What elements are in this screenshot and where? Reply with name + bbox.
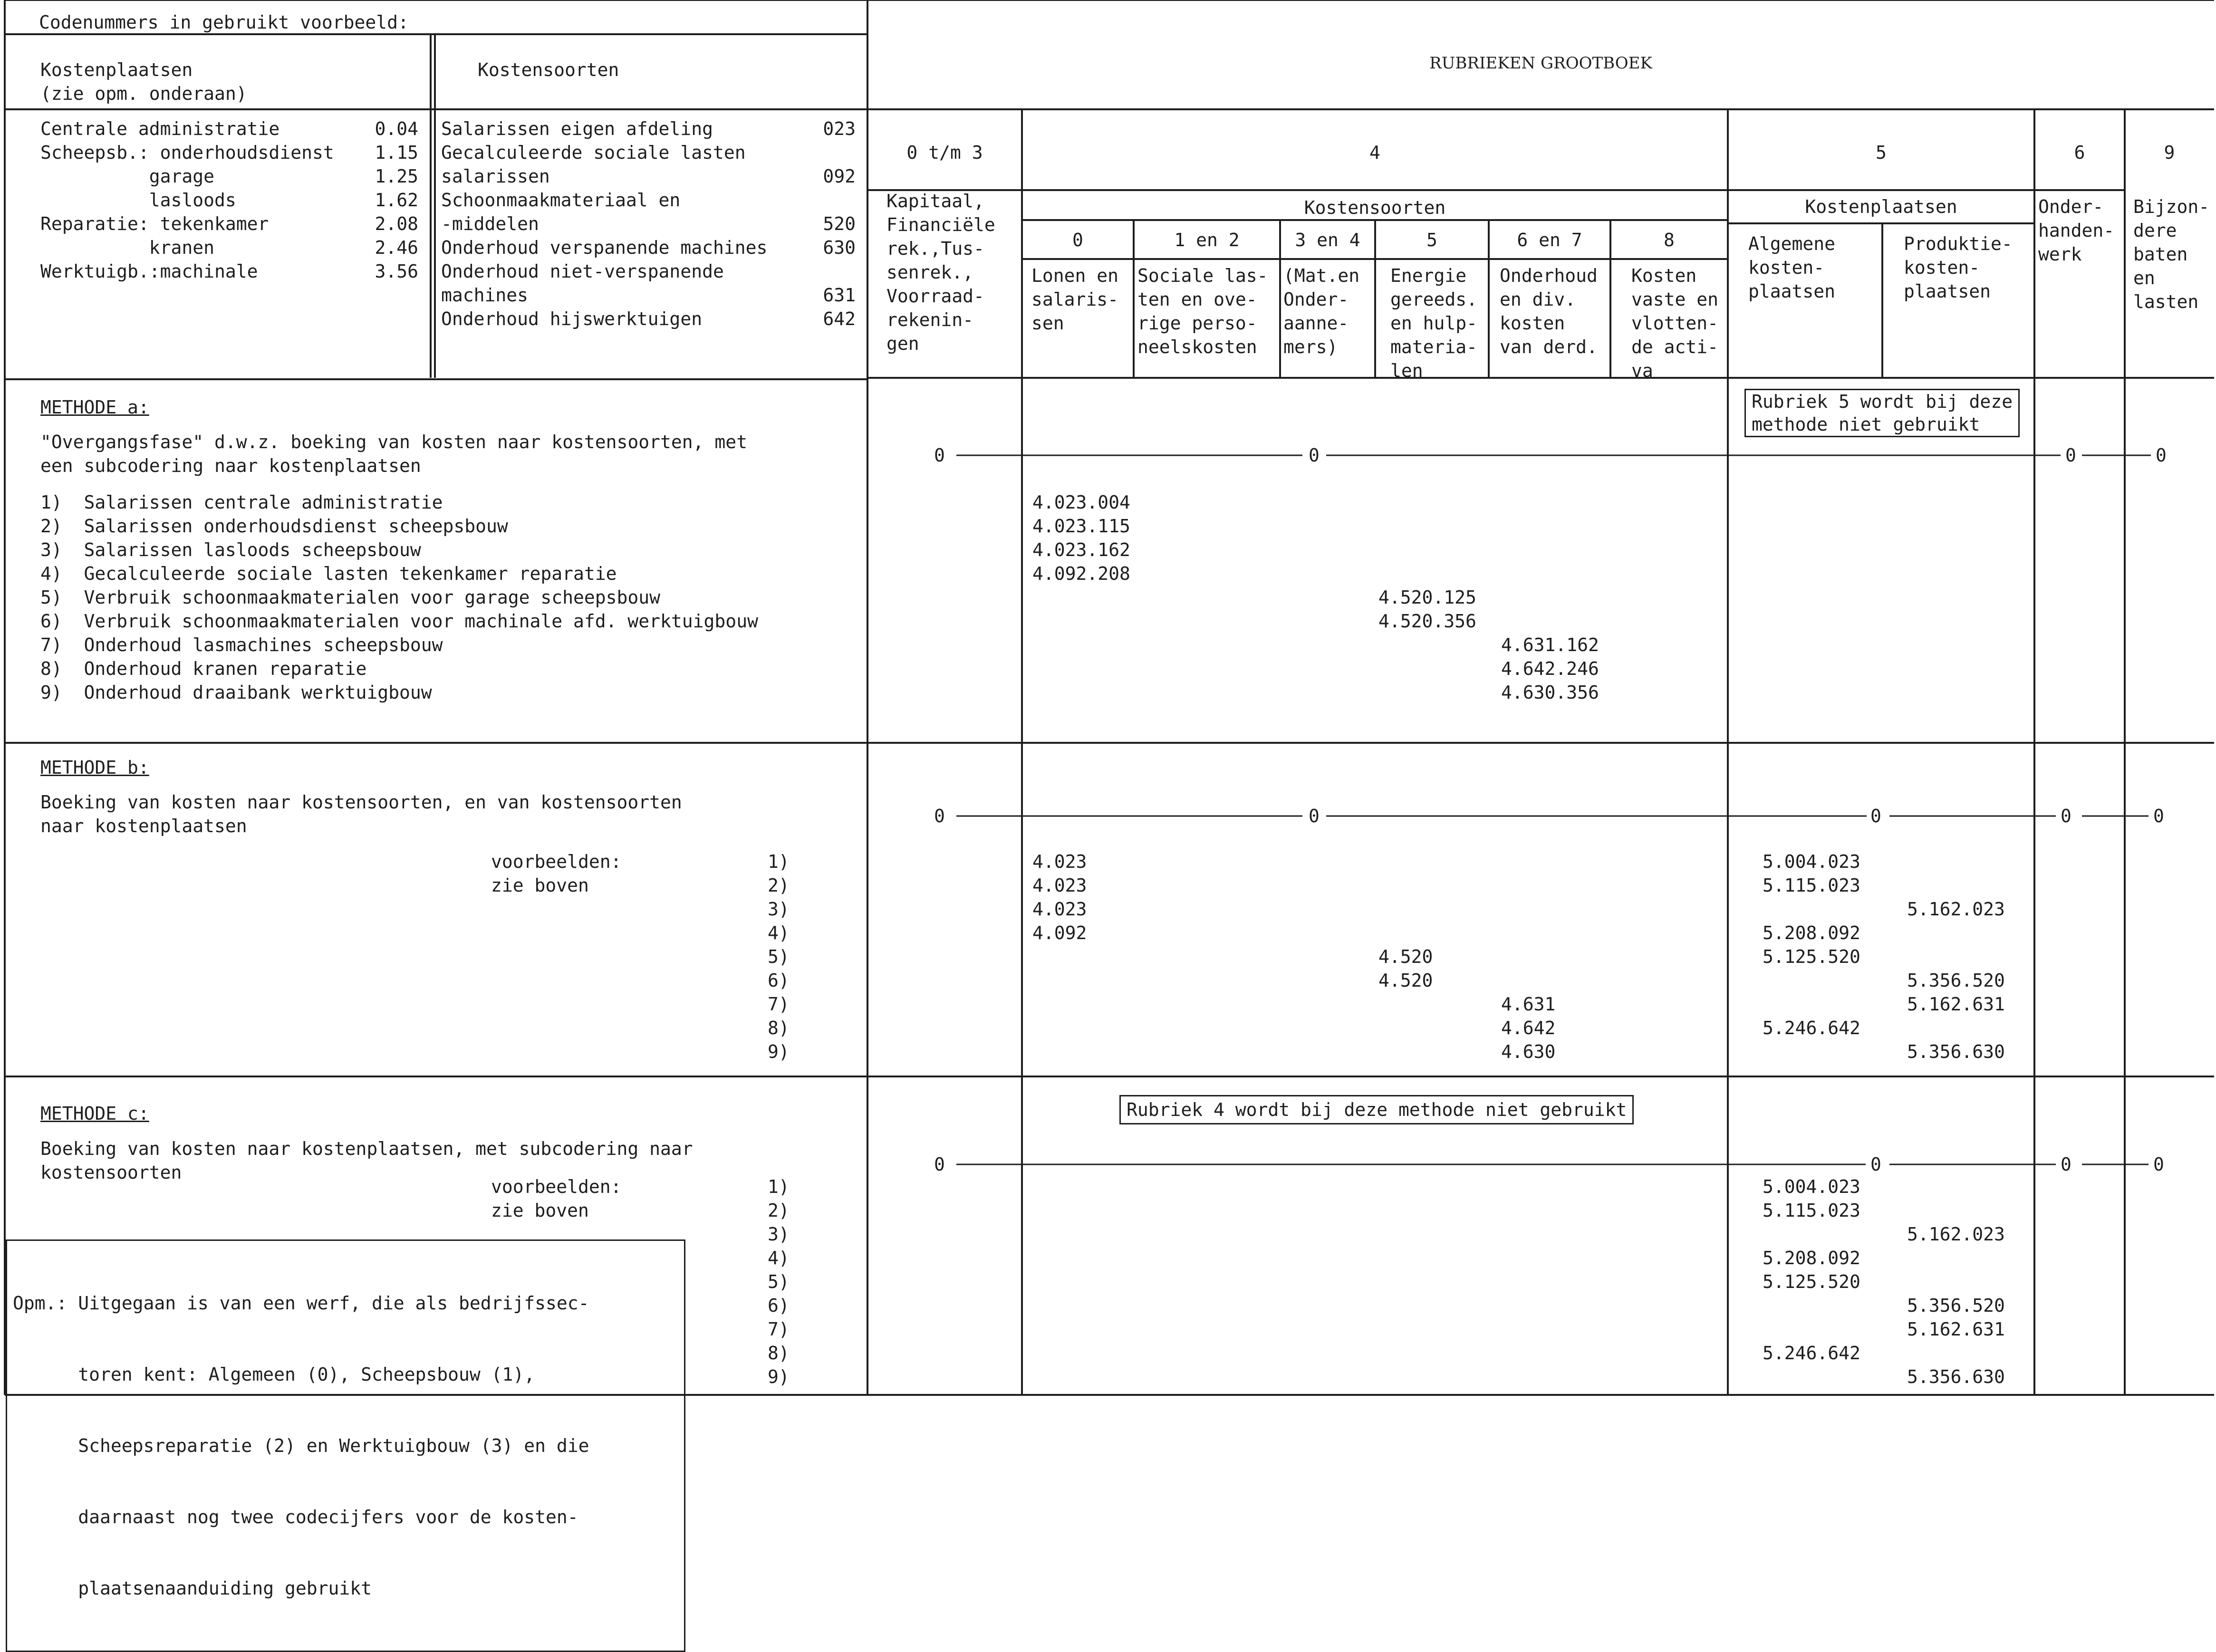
desc-line: voorbeelden: — [491, 851, 622, 872]
desc-line: kostensoorten — [40, 1162, 182, 1183]
sub-desc-lonen — [1031, 264, 1118, 335]
methode-a-energie — [1378, 586, 1476, 633]
remark-line: toren kent: Algemeen (0), Scheepsbouw (1), — [13, 1364, 535, 1385]
sub-desc-onderhoud — [1500, 264, 1598, 359]
booking-code: 4.642 — [1501, 1018, 1556, 1038]
col-9-desc — [2133, 195, 2209, 314]
kp-label: Werktuigb.:machinale — [40, 261, 258, 282]
desc-line: van derd. — [1500, 336, 1598, 357]
item-number: 3) — [768, 1224, 790, 1245]
desc-line: Energie — [1390, 265, 1467, 286]
booking-code — [1907, 1199, 2005, 1222]
col-5-head: 5 — [1876, 142, 1887, 163]
desc-line: naar kostenplaatsen — [40, 816, 247, 836]
desc-line: Financiële — [886, 214, 995, 235]
item-number: 2) — [768, 875, 790, 896]
flow-node: 0 — [1309, 806, 1320, 826]
codes-title: Codenummers in gebruikt voorbeeld: — [39, 12, 409, 33]
flow-node: 0 — [1870, 806, 1881, 826]
flow-node: 0 — [2153, 1154, 2164, 1175]
desc-line: aanne- — [1283, 313, 1349, 334]
list-item: 6) Verbruik schoonmaakmaterialen voor machinale afd. werktuigbouw — [40, 611, 758, 632]
flow-node: 0 — [2061, 1154, 2071, 1175]
item-number: 8) — [768, 1343, 790, 1364]
booking-code: 4.092 — [1032, 922, 1087, 943]
remark-line: daarnaast nog twee codecijfers voor de kosten- — [13, 1507, 578, 1527]
kp-label: garage — [40, 166, 215, 187]
ks-code: 092 — [823, 166, 856, 187]
ks-label: machines — [441, 285, 529, 306]
desc-line: Boeking van kosten naar kostenplaatsen, met subcodering naar — [40, 1138, 693, 1159]
desc-line: Bijzon- — [2133, 196, 2210, 217]
booking-code: 5.115.023 — [1763, 1200, 1860, 1221]
methode-b-energie — [1378, 945, 1433, 992]
item-number: 9) — [768, 1366, 790, 1387]
ks-label: Onderhoud hijswerktuigen — [441, 308, 703, 329]
booking-code — [1907, 1175, 2005, 1199]
kostensoorten-group-head: Kostensoorten — [1304, 197, 1446, 218]
kostensoorten-header: Kostensoorten — [478, 59, 619, 80]
desc-line: Voorraad- — [886, 286, 984, 307]
desc-line: gen — [886, 333, 919, 354]
desc-line: mers) — [1283, 336, 1338, 357]
desc-line: rekenin- — [886, 309, 974, 330]
desc-line: dere — [2133, 220, 2177, 241]
item-number: 6) — [768, 970, 790, 991]
booking-code: 4.023 — [1032, 851, 1087, 872]
note-line: Rubriek 5 wordt bij deze — [1752, 391, 2013, 412]
kp-code: 2.08 — [375, 213, 418, 234]
desc-line: senrek., — [886, 262, 974, 283]
desc-line: neelskosten — [1137, 336, 1257, 357]
booking-code: 4.023 — [1032, 899, 1087, 920]
sub-desc-energie — [1390, 264, 1477, 383]
sub-head-3-4: 3 en 4 — [1295, 230, 1360, 250]
booking-code — [1763, 1294, 1860, 1317]
booking-code: 4.520.356 — [1378, 611, 1476, 632]
desc-line: Onder- — [1283, 289, 1349, 310]
rubriek-5-note — [1744, 389, 2020, 437]
col-0-3-desc — [886, 189, 995, 355]
item-number: 5) — [768, 1271, 790, 1292]
item-number: 6) — [768, 1295, 790, 1316]
booking-code: 4.023.115 — [1032, 516, 1130, 537]
kostenplaatsen-codes — [361, 117, 418, 283]
flow-node: 0 — [2061, 806, 2071, 826]
desc-line: materia- — [1390, 336, 1478, 357]
kp-code: 1.15 — [375, 142, 418, 163]
kp-label: Scheepsb.: onderhoudsdienst — [40, 142, 334, 163]
kp-code: 1.62 — [375, 190, 418, 211]
methode-b-title: METHODE b: — [40, 757, 149, 778]
kp-code: 2.46 — [375, 237, 418, 258]
desc-line: Kosten — [1631, 265, 1697, 286]
booking-code: 5.125.520 — [1763, 1271, 1860, 1292]
col-6-head: 6 — [2074, 142, 2085, 163]
methode-b-algemene — [1763, 850, 1860, 1064]
booking-code: 4.630.356 — [1501, 682, 1599, 703]
list-item: 1) Salarissen centrale administratie — [40, 492, 443, 513]
booking-code: 5.125.520 — [1763, 946, 1860, 967]
desc-line: lasten — [2133, 291, 2199, 312]
ks-label: Onderhoud niet-verspanende — [441, 261, 724, 282]
desc-line: Algemene — [1748, 233, 1836, 254]
desc-line: kosten- — [1748, 257, 1825, 278]
item-number: 9) — [768, 1041, 790, 1062]
flow-node: 0 — [2065, 445, 2076, 466]
desc-line: de acti- — [1631, 336, 1719, 357]
methode-c-nums — [768, 1175, 790, 1389]
booking-code: 5.246.642 — [1763, 1343, 1860, 1364]
ks-code: 023 — [823, 118, 856, 139]
desc-line: handen- — [2038, 220, 2115, 241]
booking-code: 4.520.125 — [1378, 587, 1476, 608]
kp-code: 3.56 — [375, 261, 418, 282]
desc-line: zie boven — [491, 875, 589, 896]
flow-node: 0 — [2156, 445, 2167, 466]
desc-line: baten — [2133, 244, 2188, 265]
item-number: 4) — [768, 922, 790, 943]
sub-head-8: 8 — [1664, 230, 1675, 250]
desc-line: rige perso- — [1137, 313, 1257, 334]
remark-line: plaatsenaanduiding gebruikt — [13, 1578, 372, 1599]
desc-line: en hulp- — [1390, 313, 1478, 334]
booking-code: 4.631 — [1501, 994, 1556, 1015]
desc-line: kosten — [1500, 313, 1565, 334]
ks-label: Salarissen eigen afdeling — [441, 118, 713, 139]
booking-code: 5.162.023 — [1907, 1224, 2005, 1245]
booking-code — [1907, 1246, 2005, 1270]
booking-code: 4.631.162 — [1501, 634, 1599, 655]
desc-line: rek.,Tus- — [886, 238, 984, 259]
sub-head-5: 5 — [1426, 230, 1437, 250]
booking-code: 5.246.642 — [1763, 1018, 1860, 1038]
booking-code: 4.520 — [1378, 970, 1433, 991]
booking-code: 5.356.630 — [1907, 1041, 2005, 1062]
methode-c-voorbeelden — [491, 1175, 622, 1222]
desc-line: voorbeelden: — [491, 1176, 622, 1197]
item-number: 7) — [768, 1319, 790, 1340]
methode-a-items — [40, 490, 758, 704]
ks-label: Onderhoud verspanende machines — [441, 237, 768, 258]
desc-line: ten en ove- — [1137, 289, 1257, 310]
booking-code: 4.630 — [1501, 1041, 1556, 1062]
ks-label: Schoonmaakmateriaal en — [441, 190, 681, 211]
ks-code — [808, 141, 856, 164]
desc-line: vlotten- — [1631, 313, 1719, 334]
methode-a-onderhoud — [1501, 633, 1599, 704]
kp-label: Reparatie: tekenkamer — [40, 213, 269, 234]
kostenplaatsen-list — [40, 117, 334, 283]
booking-code: 5.162.023 — [1907, 899, 2005, 920]
sub-head-6-7: 6 en 7 — [1517, 230, 1582, 250]
methode-c-title: METHODE c: — [40, 1103, 149, 1124]
remark-line: Scheepsreparatie (2) en Werktuigbouw (3) en die — [13, 1435, 589, 1456]
desc-line: werk — [2038, 244, 2082, 265]
kp-code: 0.04 — [375, 118, 418, 139]
ks-code: 520 — [823, 213, 856, 234]
booking-code — [1907, 850, 2005, 874]
sub-head-1-2: 1 en 2 — [1174, 230, 1240, 250]
booking-code — [1763, 992, 1860, 1016]
kostensoorten-list — [441, 117, 767, 331]
col-9-head: 9 — [2164, 142, 2175, 163]
desc-line: va — [1631, 360, 1653, 381]
sub-desc-aannemers — [1283, 264, 1359, 359]
desc-line: Kapitaal, — [886, 191, 984, 211]
item-number: 5) — [768, 946, 790, 967]
kostensoorten-codes — [808, 117, 856, 331]
kp-label: lasloods — [40, 190, 236, 211]
col-4-head: 4 — [1369, 142, 1380, 163]
item-number: 1) — [768, 851, 790, 872]
booking-code — [1763, 1222, 1860, 1246]
booking-code: 5.356.520 — [1907, 1295, 2005, 1316]
kp-code: 1.25 — [375, 166, 418, 187]
kp-sub-produktie — [1904, 232, 2013, 303]
ks-label: -middelen — [441, 213, 539, 234]
booking-code — [1907, 874, 2005, 897]
desc-line: Produktie- — [1904, 233, 2013, 254]
methode-b-onderhoud — [1501, 992, 1555, 1064]
sub-head-0: 0 — [1072, 230, 1083, 250]
remark-line: Opm.: Uitgegaan is van een werf, die als bedrijfssec- — [13, 1293, 589, 1314]
list-item: 4) Gecalculeerde sociale lasten tekenkamer reparatie — [40, 563, 617, 584]
methode-b-lonen — [1032, 850, 1087, 945]
methode-b-nums — [768, 850, 790, 1064]
booking-code: 5.115.023 — [1763, 875, 1860, 896]
rubrieken-grootboek-title: RUBRIEKEN GROOTBOEK — [1429, 54, 1652, 73]
list-item: 2) Salarissen onderhoudsdienst scheepsbouw — [40, 516, 508, 537]
kostenplaatsen-header: Kostenplaatsen — [40, 59, 193, 80]
booking-code: 4.642.246 — [1501, 658, 1599, 679]
booking-code: 5.208.092 — [1763, 1248, 1860, 1268]
desc-line: Onderhoud — [1500, 265, 1598, 286]
booking-code — [1907, 945, 2005, 969]
booking-code: 4.023.004 — [1032, 492, 1130, 513]
list-item: 3) Salarissen lasloods scheepsbouw — [40, 539, 421, 560]
booking-code — [1763, 897, 1860, 921]
desc-line: een subcodering naar kostenplaatsen — [40, 455, 421, 476]
desc-line: "Overgangsfase" d.w.z. boeking van kosten naar kostensoorten, met — [40, 432, 748, 452]
col-0-3-head: 0 t/m 3 — [906, 142, 983, 163]
kostenplaatsen-subheader: (zie opm. onderaan) — [40, 83, 247, 104]
methode-c-algemene — [1763, 1175, 1860, 1389]
desc-line: vaste en — [1631, 289, 1719, 310]
ks-code: 631 — [823, 285, 856, 306]
list-item: 7) Onderhoud lasmachines scheepsbouw — [40, 634, 443, 655]
booking-code — [1763, 969, 1860, 992]
flow-node: 0 — [934, 1154, 945, 1175]
booking-code: 5.162.631 — [1907, 994, 2005, 1015]
methode-c-produktie — [1907, 1175, 2005, 1389]
methode-b-produktie — [1907, 850, 2005, 1064]
kp-label: kranen — [40, 237, 215, 258]
desc-line: Sociale las- — [1137, 265, 1268, 286]
booking-code — [1763, 1040, 1860, 1064]
booking-code: 5.208.092 — [1763, 922, 1860, 943]
sub-desc-activa — [1631, 264, 1718, 383]
desc-line: salaris- — [1031, 289, 1119, 310]
desc-line: kosten- — [1904, 257, 1980, 278]
booking-code: 5.356.630 — [1907, 1366, 2005, 1387]
desc-line: sen — [1031, 313, 1064, 334]
kostenplaatsen-group-head: Kostenplaatsen — [1805, 196, 1957, 217]
booking-code — [1907, 1341, 2005, 1365]
booking-code — [1907, 1016, 2005, 1040]
kp-sub-algemene — [1748, 232, 1835, 303]
methode-a-desc — [40, 430, 747, 478]
booking-code: 5.004.023 — [1763, 1176, 1860, 1197]
flow-node: 0 — [1309, 445, 1320, 466]
flow-node: 0 — [1870, 1154, 1881, 1175]
item-number: 8) — [768, 1018, 790, 1038]
desc-line: plaatsen — [1748, 281, 1836, 302]
desc-line: gereeds. — [1390, 289, 1478, 310]
note-line: methode niet gebruikt — [1752, 414, 1980, 435]
booking-code: 4.023.162 — [1032, 539, 1130, 560]
desc-line: zie boven — [491, 1200, 589, 1221]
list-item: 8) Onderhoud kranen reparatie — [40, 658, 367, 679]
rubriek-4-note: Rubriek 4 wordt bij deze methode niet gebruikt — [1119, 1095, 1634, 1124]
list-item: 5) Verbruik schoonmaakmaterialen voor garage scheepsbouw — [40, 587, 661, 608]
booking-code: 5.004.023 — [1763, 851, 1860, 872]
item-number: 2) — [768, 1200, 790, 1221]
ks-label: Gecalculeerde sociale lasten — [441, 142, 746, 163]
methode-a-lonen — [1032, 490, 1130, 586]
booking-code — [1907, 921, 2005, 945]
desc-line: Boeking van kosten naar kostensoorten, en van kostensoorten — [40, 792, 682, 813]
opm-remark-box — [6, 1239, 685, 1652]
booking-code: 4.520 — [1378, 946, 1433, 967]
desc-line: Onder- — [2038, 196, 2104, 217]
booking-code: 5.356.520 — [1907, 970, 2005, 991]
ks-code: 642 — [823, 308, 856, 329]
booking-code: 4.023 — [1032, 875, 1087, 896]
flow-node: 0 — [934, 445, 945, 466]
desc-line: Lonen en — [1031, 265, 1119, 286]
desc-line: len — [1390, 360, 1423, 381]
ks-code — [808, 188, 856, 212]
booking-code: 4.092.208 — [1032, 563, 1130, 584]
ks-label: salarissen — [441, 166, 550, 187]
item-number: 3) — [768, 899, 790, 920]
flow-node: 0 — [934, 806, 945, 826]
desc-line: (Mat.en — [1283, 265, 1360, 286]
flow-node: 0 — [2153, 806, 2164, 826]
kp-label: Centrale administratie — [40, 118, 280, 139]
item-number: 1) — [768, 1176, 790, 1197]
booking-code — [1763, 1317, 1860, 1341]
methode-b-desc — [40, 790, 682, 838]
methode-b-voorbeelden — [491, 850, 622, 897]
item-number: 7) — [768, 994, 790, 1015]
list-item: 9) Onderhoud draaibank werktuigbouw — [40, 682, 432, 703]
sub-desc-sociale-lasten — [1137, 264, 1268, 359]
col-6-desc — [2038, 195, 2114, 266]
desc-line: en div. — [1500, 289, 1576, 310]
ks-code: 630 — [823, 237, 856, 258]
booking-code — [1763, 1365, 1860, 1389]
booking-code: 5.162.631 — [1907, 1319, 2005, 1340]
item-number: 4) — [768, 1248, 790, 1268]
desc-line: plaatsen — [1904, 281, 1991, 302]
methode-a-title: METHODE a: — [40, 397, 149, 418]
ks-code — [808, 259, 856, 283]
desc-line: en — [2133, 268, 2155, 288]
booking-code — [1907, 1270, 2005, 1294]
